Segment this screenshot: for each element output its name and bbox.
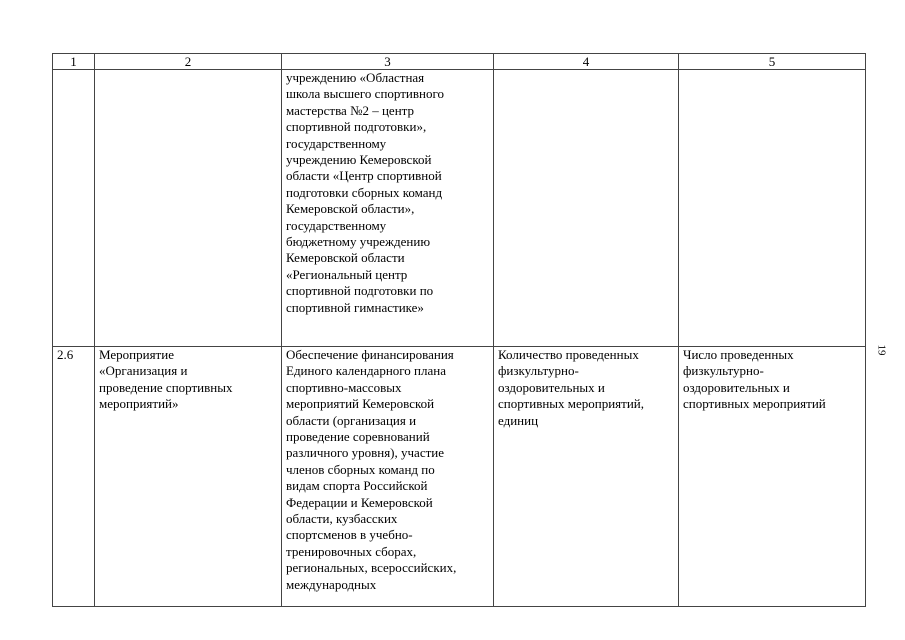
column-header: 3 [282,54,494,70]
table-cell-description: Обеспечение финансирования Единого календарного плана спортивно-массовых мероприятий Кемеровской области (организация и проведение соревнований различного уровня), участие членов сборных команд по видам спорта Российской Федерации и Кемеровской области, кузбасских спортсменов в учебно- тренировочных сборах, региональных, всероссийских, международных [282,347,494,607]
table-cell [679,70,866,347]
page-number: 19 [875,344,888,356]
table-cell-result: Число проведенных физкультурно- оздоровительных и спортивных мероприятий [679,347,866,607]
table-cell [95,70,282,347]
table-cell-indicator: Количество проведенных физкультурно- оздоровительных и спортивных мероприятий, единиц [494,347,679,607]
table-cell-number: 2.6 [53,347,95,607]
column-header: 2 [95,54,282,70]
table-cell [494,70,679,347]
table-cell [53,70,95,347]
document-table [52,53,866,607]
table-header-row [53,54,866,70]
table-cell: учреждению «Областная школа высшего спортивного мастерства №2 – центр спортивной подготовки», государственному учреждению Кемеровской области «Центр спортивной подготовки сборных команд Кемеровской области», государственному бюджетному учреждению Кемеровской области «Региональный центр спортивной подготовки по спортивной гимнастике» [282,70,494,347]
table-cell-event: Мероприятие «Организация и проведение спортивных мероприятий» [95,347,282,607]
table-row [53,70,866,347]
table-row [53,347,866,607]
column-header: 1 [53,54,95,70]
column-header: 4 [494,54,679,70]
column-header: 5 [679,54,866,70]
